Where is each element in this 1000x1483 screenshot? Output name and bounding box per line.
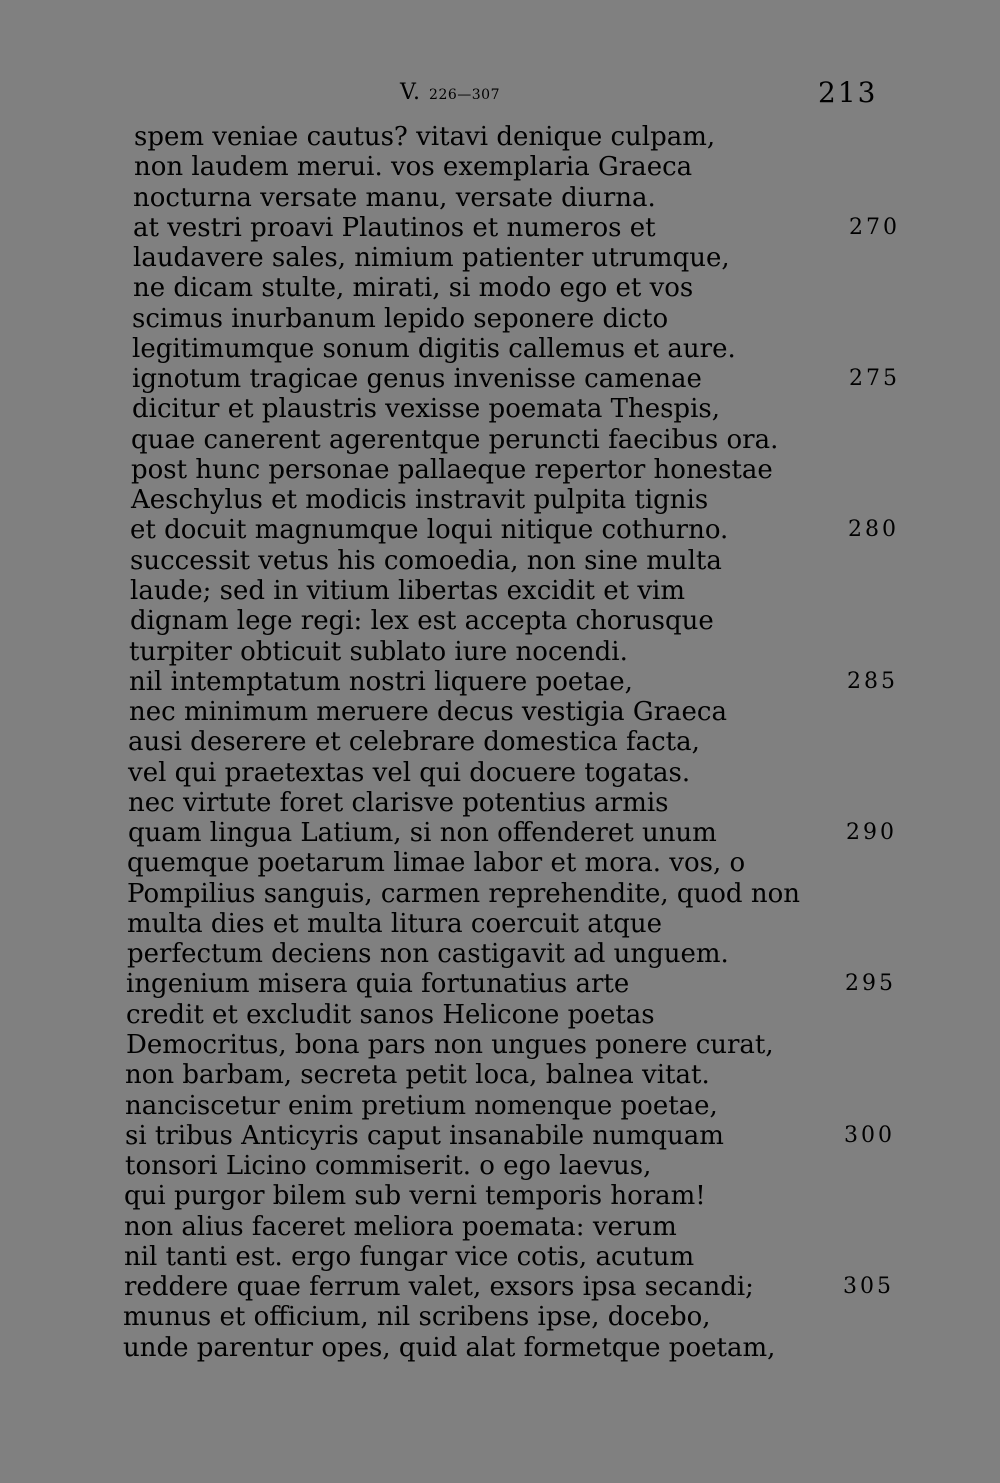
verse-text: quam lingua Latium, si non offenderet unum	[128, 818, 717, 849]
page-number: 213	[818, 76, 878, 109]
verse-text: dignam lege regi: lex est accepta chorusque	[130, 606, 714, 637]
verse-line	[0, 122, 1000, 152]
running-head	[0, 74, 1000, 114]
line-number: 295	[845, 971, 896, 997]
verse-line	[0, 788, 1000, 818]
poem-text	[0, 122, 1000, 1363]
verse-text: nec minimum meruere decus vestigia Graeca	[129, 697, 727, 728]
verse-text: turpiter obticuit sublato iure nocendi.	[129, 636, 628, 667]
verse-text: Pompilius sanguis, carmen reprehendite, quod non	[127, 878, 800, 909]
verse-text: scimus inurbanum lepido seponere dicto	[132, 303, 669, 334]
verse-line	[0, 243, 1000, 273]
section-label: V.	[400, 80, 422, 105]
verse-line	[0, 697, 1000, 727]
verse-line	[0, 576, 1000, 606]
line-number: 285	[847, 668, 898, 694]
line-number: 270	[849, 214, 900, 240]
verse-line	[0, 213, 1000, 243]
verse-text: tonsori Licino commiserit. o ego laevus,	[125, 1151, 652, 1182]
verse-line	[0, 364, 1000, 394]
verse-text: nanciscetur enim pretium nomenque poetae,	[125, 1090, 718, 1121]
verse-line	[0, 394, 1000, 424]
verse-line	[0, 455, 1000, 485]
verse-line	[0, 334, 1000, 364]
verse-text: quemque poetarum limae labor et mora. vos, o	[127, 848, 746, 879]
verse-line	[0, 1272, 1000, 1302]
verse-text: quae canerent agerentque peruncti faecibus ora.	[131, 424, 779, 455]
verse-text: Aeschylus et modicis instravit pulpita tignis	[131, 485, 709, 516]
verse-line	[0, 152, 1000, 182]
verse-line	[0, 1091, 1000, 1121]
verse-text: ausi deserere et celebrare domestica facta,	[128, 727, 700, 758]
verse-line	[0, 1302, 1000, 1332]
verse-line	[0, 848, 1000, 878]
verse-line	[0, 1151, 1000, 1181]
line-number: 280	[848, 517, 899, 543]
verse-text: munus et officium, nil scribens ipse, docebo,	[123, 1302, 711, 1333]
verse-text: unde parentur opes, quid alat formetque poetam,	[123, 1332, 776, 1363]
verse-text: perfectum deciens non castigavit ad unguem.	[127, 939, 729, 970]
verse-line	[0, 304, 1000, 334]
verse-text: nil intemptatum nostri liquere poetae,	[129, 666, 633, 697]
verse-line	[0, 637, 1000, 667]
verse-text: spem veniae cautus? vitavi denique culpam,	[134, 122, 716, 152]
verse-text: reddere quae ferrum valet, exsors ipsa secandi;	[124, 1272, 754, 1303]
verse-text: ignotum tragicae genus invenisse camenae	[132, 364, 702, 395]
verse-text: nil tanti est. ergo fungar vice cotis, acutum	[124, 1241, 695, 1272]
verse-line	[0, 667, 1000, 697]
verse-line	[0, 425, 1000, 455]
verse-text: successit vetus his comoedia, non sine multa	[130, 545, 722, 576]
verse-text: et docuit magnumque loqui nitique cothurno.	[130, 515, 729, 546]
verse-line	[0, 273, 1000, 303]
verse-text: multa dies et multa litura coercuit atque	[127, 908, 663, 939]
verse-text: non barbam, secreta petit loca, balnea vitat.	[125, 1060, 710, 1091]
verse-line	[0, 485, 1000, 515]
line-number: 275	[849, 366, 900, 392]
verse-text: non laudem merui. vos exemplaria Graeca	[134, 152, 693, 183]
verse-text: ingenium misera quia fortunatius arte	[126, 969, 630, 1000]
verse-text: nec virtute foret clarisve potentius armis	[128, 787, 669, 818]
verse-line	[0, 546, 1000, 576]
verse-line	[0, 515, 1000, 545]
verse-range: 226—307	[429, 87, 500, 103]
verse-line	[0, 1181, 1000, 1211]
verse-text: laudavere sales, nimium patienter utrumque,	[133, 243, 730, 274]
verse-line	[0, 606, 1000, 636]
verse-line	[0, 727, 1000, 757]
verse-line	[0, 1212, 1000, 1242]
verse-text: ne dicam stulte, mirati, si modo ego et vos	[133, 273, 694, 304]
verse-text: qui purgor bilem sub verni temporis horam!	[124, 1181, 706, 1212]
verse-text: non alius faceret meliora poemata: verum	[124, 1211, 677, 1242]
verse-line	[0, 183, 1000, 213]
verse-line	[0, 939, 1000, 969]
verse-text: credit et excludit sanos Helicone poetas	[126, 999, 655, 1030]
verse-text: Democritus, bona pars non ungues ponere curat,	[126, 1029, 774, 1060]
verse-text: nocturna versate manu, versate diurna.	[133, 182, 656, 213]
verse-line	[0, 1030, 1000, 1060]
verse-line	[0, 1333, 1000, 1363]
verse-line	[0, 1121, 1000, 1151]
verse-line	[0, 818, 1000, 848]
verse-line	[0, 879, 1000, 909]
line-number: 300	[844, 1122, 895, 1148]
verse-text: si tribus Anticyris caput insanabile numquam	[125, 1120, 724, 1151]
verse-text: at vestri proavi Plautinos et numeros et	[133, 212, 656, 243]
verse-line	[0, 909, 1000, 939]
verse-line	[0, 1060, 1000, 1090]
line-number: 305	[843, 1274, 894, 1300]
verse-text: laude; sed in vitium libertas excidit et vim	[130, 575, 686, 606]
verse-line	[0, 1000, 1000, 1030]
verse-text: vel qui praetextas vel qui docuere togatas.	[128, 757, 691, 788]
verse-line	[0, 1242, 1000, 1272]
verse-line	[0, 758, 1000, 788]
line-number: 290	[846, 820, 897, 846]
verse-line	[0, 969, 1000, 999]
verse-text: legitimumque sonum digitis callemus et aure.	[132, 333, 736, 364]
section-reference	[400, 80, 500, 105]
verse-text: dicitur et plaustris vexisse poemata Thespis,	[132, 394, 720, 425]
verse-text: post hunc personae pallaeque repertor honestae	[131, 454, 773, 485]
